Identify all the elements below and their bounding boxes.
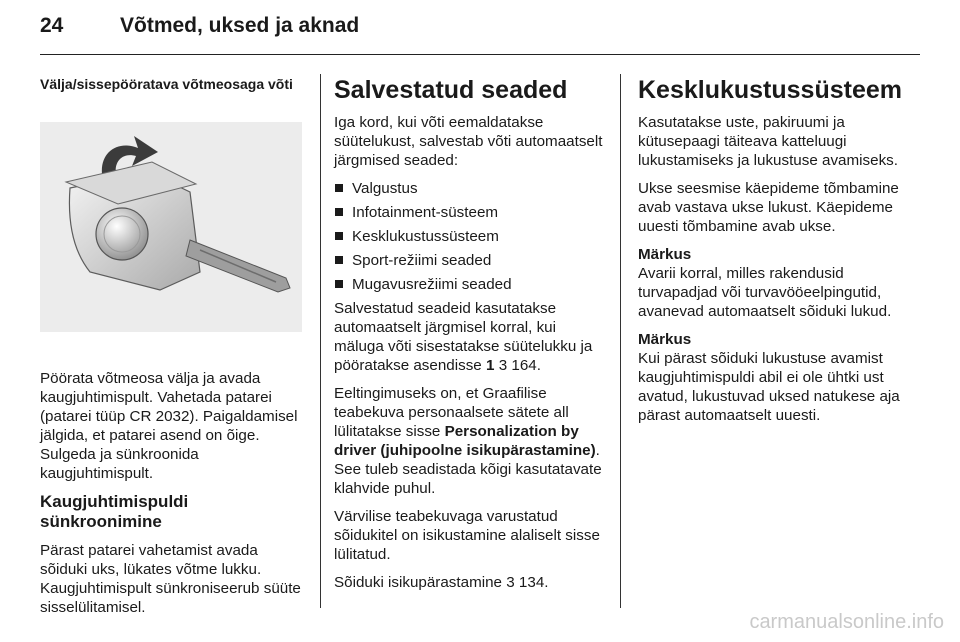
foldable-key-battery-illustration — [40, 122, 302, 332]
list-item: Kesklukustussüsteem — [334, 227, 606, 246]
note-relock — [638, 330, 920, 425]
page-reference-arrow-icon: 3 — [498, 357, 508, 374]
battery-paragraph: Pöörata võtmeosa välja ja avada kaugjuhtimispult. Vahetada patarei (patarei tüüp CR 2032). Paigaldamisel jälgida, et patarei asend on õige. Sulgeda ja sünkroonida kaugjuhtimispult. — [40, 370, 298, 482]
personalization-setting-name: Personalization by driver (juhipoolne isikupärastamine) — [334, 423, 596, 459]
column-2 — [334, 76, 606, 601]
list-item: Valgustus — [334, 179, 606, 198]
page-number: 24 — [40, 14, 64, 37]
personalization-paragraph: Eeltingimuseks on, et Graafilise teabekuva personaalsete sätete all lülitatakse sisse Personalization by driver (juhipoolne isikupärastamine). See tuleb seadistada kõigi kasutatavate klahvide puhul. — [334, 385, 602, 497]
note-title: Märkus — [638, 331, 692, 348]
chapter-title: Võtmed, uksed ja aknad — [120, 14, 360, 37]
list-item: Sport-režiimi seaded — [334, 251, 606, 270]
watermark: carmanualsonline.info — [749, 611, 944, 633]
sync-heading: Kaugjuhtimispuldi sünkroonimine — [40, 492, 189, 531]
list-item: Mugavusrežiimi seaded — [334, 275, 606, 294]
color-display-paragraph: Värvilise teabekuvaga varustatud sõidukitel on isikustamine alaliselt sisse lülitatud. — [334, 508, 600, 563]
door-handle-paragraph: Ukse seesmise käepideme tõmbamine avab vastava ukse lukust. Käepideme uuesti tõmbamine avab ukse. — [638, 180, 899, 235]
note-airbag — [638, 245, 920, 321]
bullet-square-icon — [335, 208, 343, 216]
page-reference-arrow-icon: 3 — [506, 574, 515, 591]
saved-settings-intro: Iga kord, kui võti eemaldatakse süütelukust, salvestab võti automaatselt järgmised seaded: — [334, 114, 603, 169]
saved-settings-list — [334, 179, 606, 294]
column-divider-2 — [620, 74, 621, 608]
note-text: Kui pärast sõiduki lukustuse avamist kaugjuhtimispuldi abil ei ole ühtki ust avatud, lukustuvad uksed natukese aja pärast automaatselt uuesti. — [638, 350, 900, 424]
header-rule — [40, 54, 920, 55]
key-subheading: Välja/sissepööratava võtmeosaga võti — [40, 76, 293, 92]
bullet-square-icon — [335, 280, 343, 288]
vehicle-personalization-ref: Sõiduki isikupärastamine 3 134. — [334, 574, 549, 591]
bullet-square-icon — [335, 232, 343, 240]
saved-settings-heading: Salvestatud seaded — [334, 76, 568, 104]
central-locking-heading: Kesklukustussüsteem — [638, 76, 903, 104]
page-reference-134[interactable]: 134 — [518, 574, 545, 591]
central-locking-intro: Kasutatakse uste, pakiruumi ja kütusepaagi täiteava katteluugi lukustamiseks ja lukustuse avamiseks. — [638, 114, 898, 169]
sync-paragraph: Pärast patarei vahetamist avada sõiduki uks, lükates võtme lukku. Kaugjuhtimispult sünkroniseerub süüte sisselülitamisel. — [40, 542, 301, 616]
list-item: Infotainment-süsteem — [334, 203, 606, 222]
ignition-position: 1 — [486, 357, 495, 374]
saved-settings-usage: Salvestatud seadeid kasutatakse automaatselt järgmisel korral, kui mäluga võti sisestatakse süütelukku ja pööratakse asendisse 1 3 164. — [334, 300, 593, 374]
column-divider-1 — [320, 74, 321, 608]
note-text: Avarii korral, milles rakendusid turvapadjad või turvavööeelpingutid, avanevad automaatselt sõiduki lukud. — [638, 265, 892, 320]
note-title: Märkus — [638, 246, 692, 263]
column-3 — [638, 76, 920, 434]
bullet-square-icon — [335, 256, 343, 264]
page-reference-164[interactable]: 164 — [511, 357, 537, 374]
bullet-square-icon — [335, 184, 343, 192]
